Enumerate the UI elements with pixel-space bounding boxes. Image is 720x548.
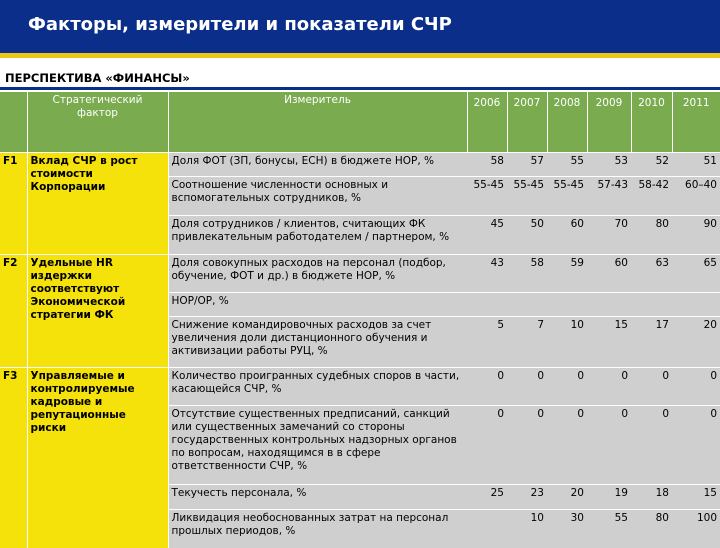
header-measure: Измеритель (168, 92, 467, 153)
value-cell: 17 (631, 317, 672, 368)
measure-cell: Количество проигранных судебных споров в части, касающейся СЧР, % (168, 368, 467, 406)
slide-header (0, 0, 720, 58)
section-subtitle: ПЕРСПЕКТИВА «ФИНАНСЫ» (5, 71, 190, 85)
value-cell: 0 (587, 406, 631, 485)
table-row (0, 368, 720, 406)
factor-code: F3 (0, 368, 27, 548)
value-cell: 55-45 (547, 177, 587, 216)
value-cell: 45 (467, 216, 507, 255)
table-header-row (0, 92, 720, 153)
header-year: 2009 (587, 92, 631, 153)
factor-code: F2 (0, 255, 27, 368)
value-cell: 55 (547, 153, 587, 177)
measure-cell: Ликвидация необоснованных затрат на персонал прошлых периодов, % (168, 510, 467, 548)
value-cell (467, 293, 507, 317)
value-cell: 7 (507, 317, 547, 368)
measure-cell: Доля совокупных расходов на персонал (подбор, обучение, ФОТ и др.) в бюджете НОР, % (168, 255, 467, 293)
value-cell (467, 510, 507, 548)
value-cell: 100 (672, 510, 720, 548)
value-cell (672, 293, 720, 317)
value-cell: 0 (547, 368, 587, 406)
value-cell: 51 (672, 153, 720, 177)
value-cell: 90 (672, 216, 720, 255)
value-cell: 80 (631, 510, 672, 548)
value-cell: 0 (631, 368, 672, 406)
header-code-cell (0, 92, 27, 153)
table-row (0, 153, 720, 177)
value-cell: 0 (507, 406, 547, 485)
value-cell: 0 (547, 406, 587, 485)
header-year: 2007 (507, 92, 547, 153)
value-cell: 50 (507, 216, 547, 255)
value-cell: 63 (631, 255, 672, 293)
value-cell: 0 (672, 368, 720, 406)
value-cell: 65 (672, 255, 720, 293)
strategic-factor: Удельные HR издержки соответствуют Экономической стратегии ФК (27, 255, 168, 368)
value-cell: 19 (587, 485, 631, 510)
table-row (0, 255, 720, 293)
value-cell: 58-42 (631, 177, 672, 216)
measure-cell: Отсутствие существенных предписаний, санкций или существенных замечаний со стороны государственных контрольных надзорных органов по вопросам, находящимся в в сфере ответственности СЧР, % (168, 406, 467, 485)
value-cell: 25 (467, 485, 507, 510)
value-cell: 52 (631, 153, 672, 177)
value-cell: 0 (507, 368, 547, 406)
value-cell (631, 293, 672, 317)
slide-title: Факторы, измерители и показатели СЧР (28, 14, 452, 35)
value-cell: 10 (507, 510, 547, 548)
value-cell: 60 (547, 216, 587, 255)
header-year: 2010 (631, 92, 672, 153)
subtitle-rule (0, 87, 720, 90)
measure-cell: НОР/ОР, % (168, 293, 467, 317)
value-cell: 60 (587, 255, 631, 293)
value-cell: 70 (587, 216, 631, 255)
strategic-factor: Управляемые и контролируемые кадровые и репутационные риски (27, 368, 168, 548)
value-cell: 0 (631, 406, 672, 485)
value-cell: 0 (587, 368, 631, 406)
value-cell: 55-45 (467, 177, 507, 216)
value-cell: 55-45 (507, 177, 547, 216)
measure-cell: Снижение командировочных расходов за счет увеличения доли дистанционного обучения и активизации работы РУЦ, % (168, 317, 467, 368)
value-cell: 18 (631, 485, 672, 510)
measure-cell: Соотношение численности основных и вспомогательных сотрудников, % (168, 177, 467, 216)
value-cell: 20 (547, 485, 587, 510)
value-cell: 10 (547, 317, 587, 368)
value-cell: 0 (467, 406, 507, 485)
value-cell (507, 293, 547, 317)
measure-cell: Доля сотрудников / клиентов, считающих ФК привлекательным работодателем / партнером, % (168, 216, 467, 255)
value-cell: 80 (631, 216, 672, 255)
value-cell: 59 (547, 255, 587, 293)
measure-cell: Доля ФОТ (ЗП, бонусы, ЕСН) в бюджете НОР, % (168, 153, 467, 177)
value-cell: 30 (547, 510, 587, 548)
header-year: 2011 (672, 92, 720, 153)
value-cell: 55 (587, 510, 631, 548)
value-cell: 15 (587, 317, 631, 368)
value-cell: 58 (507, 255, 547, 293)
factor-code: F1 (0, 153, 27, 255)
header-year: 2008 (547, 92, 587, 153)
value-cell: 0 (467, 368, 507, 406)
measure-cell: Текучесть персонала, % (168, 485, 467, 510)
value-cell: 15 (672, 485, 720, 510)
value-cell: 5 (467, 317, 507, 368)
value-cell: 57-43 (587, 177, 631, 216)
value-cell: 57 (507, 153, 547, 177)
metrics-table (0, 92, 720, 548)
value-cell: 58 (467, 153, 507, 177)
value-cell: 0 (672, 406, 720, 485)
value-cell: 43 (467, 255, 507, 293)
value-cell: 20 (672, 317, 720, 368)
value-cell (547, 293, 587, 317)
value-cell (587, 293, 631, 317)
value-cell: 23 (507, 485, 547, 510)
header-accent-bar (0, 53, 720, 58)
header-year: 2006 (467, 92, 507, 153)
strategic-factor: Вклад СЧР в рост стоимости Корпорации (27, 153, 168, 255)
value-cell: 53 (587, 153, 631, 177)
value-cell: 60–40 (672, 177, 720, 216)
header-factor: Стратегический фактор (27, 92, 168, 153)
